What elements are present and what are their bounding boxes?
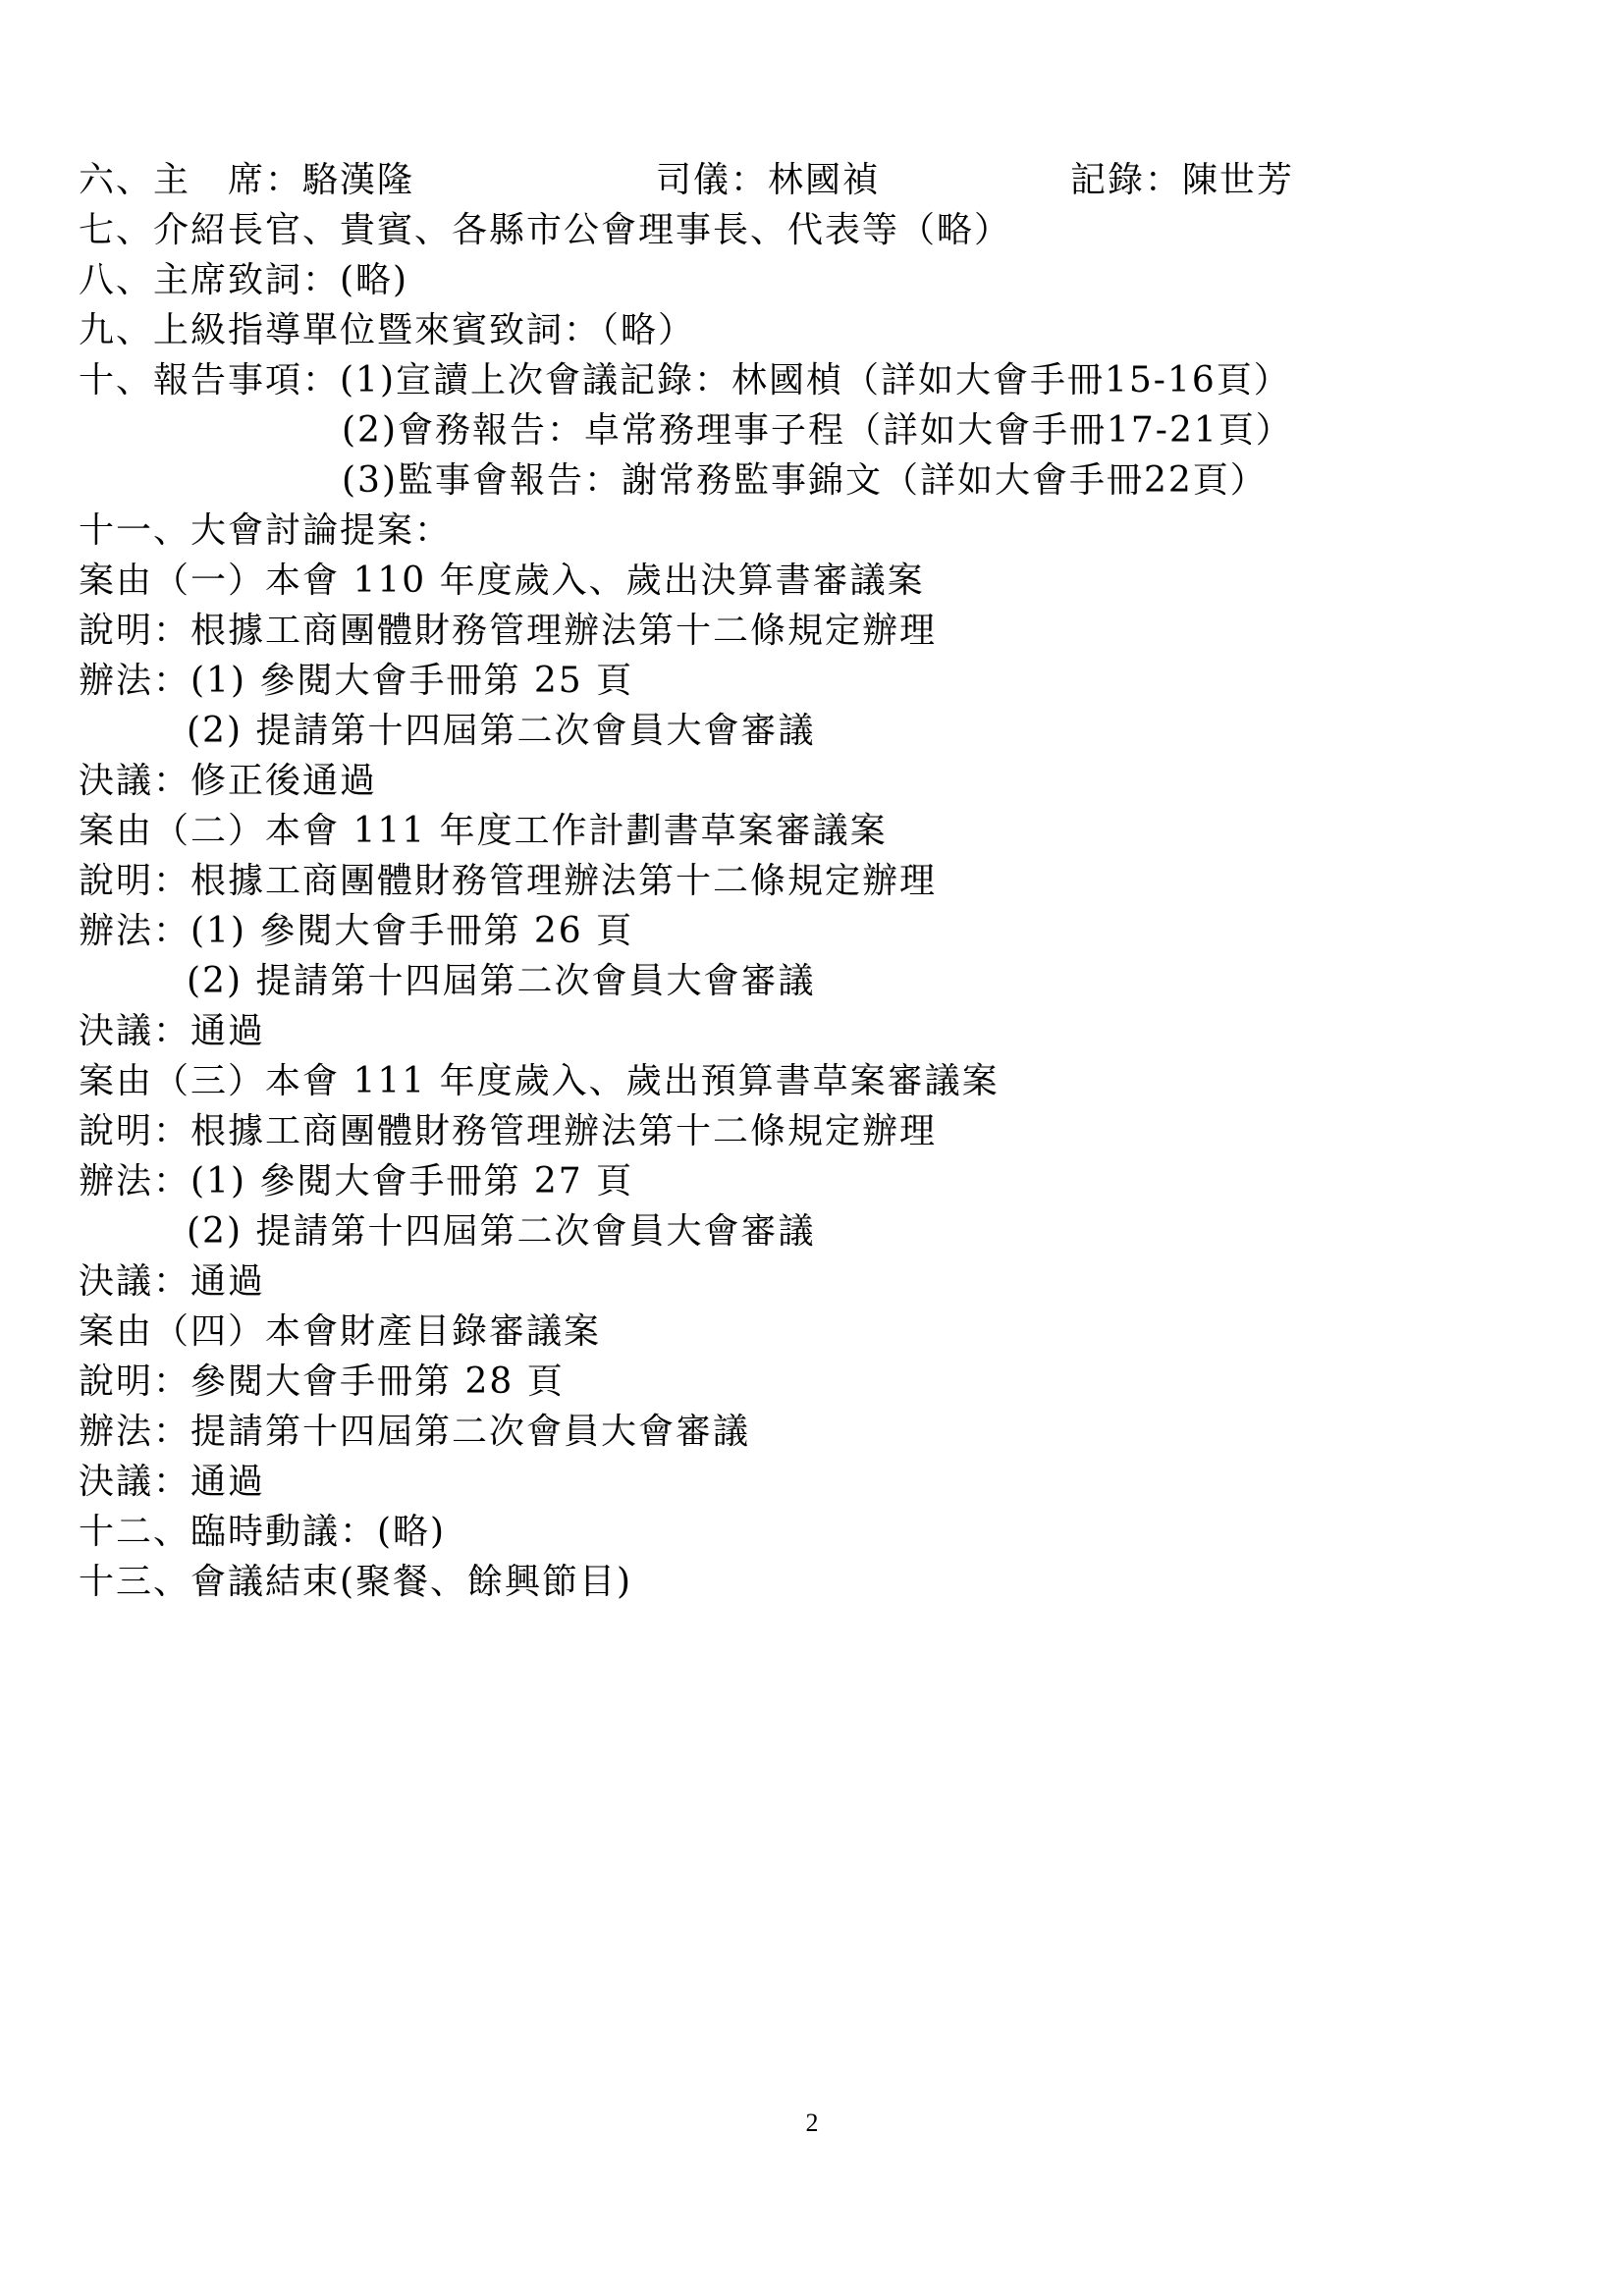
proposal-1-explanation: 說明：根據工商團體財務管理辦法第十二條規定辦理 — [79, 611, 938, 651]
proposal-2-resolution: 決議：通過 — [79, 1011, 266, 1051]
proposal-3-method-2: (2) 提請第十四屆第二次會員大會審議 — [187, 1211, 816, 1252]
proposal-2-subject: 案由（二）本會 111 年度工作計劃書草案審議案 — [79, 811, 888, 851]
proposal-3-resolution: 決議：通過 — [79, 1261, 266, 1302]
proposal-4-resolution: 決議：通過 — [79, 1462, 266, 1502]
report-affairs: (2)會務報告：卓常務理事子程（詳如大會手冊17-21頁） — [342, 410, 1293, 451]
item-meeting-end: 十三、會議結束(聚餐、餘興節目) — [79, 1562, 633, 1602]
item-extempore-motions: 十二、臨時動議：(略) — [79, 1512, 447, 1552]
officials-row — [79, 155, 1532, 205]
proposal-2-method-1: 辦法：(1) 參閱大會手冊第 26 頁 — [79, 911, 634, 951]
proposal-1-method-1: 辦法：(1) 參閱大會手冊第 25 頁 — [79, 661, 634, 701]
chairperson-text: 六、主 席：駱漢隆 — [79, 160, 415, 200]
master-of-ceremonies-text: 司儀：林國禎 — [656, 160, 881, 200]
proposal-2-method-2: (2) 提請第十四屆第二次會員大會審議 — [187, 961, 816, 1001]
item-guest-speech: 九、上級指導單位暨來賓致詞：（略） — [79, 310, 696, 350]
item-introductions: 七、介紹長官、貴賓、各縣市公會理事長、代表等（略） — [79, 210, 1012, 250]
proposal-2-explanation: 說明：根據工商團體財務管理辦法第十二條規定辦理 — [79, 861, 938, 901]
item-chair-speech: 八、主席致詞：(略) — [79, 260, 409, 300]
proposal-4-subject: 案由（四）本會財產目錄審議案 — [79, 1311, 602, 1352]
proposal-1-method-2: (2) 提請第十四屆第二次會員大會審議 — [187, 711, 816, 751]
proposal-3-method-1: 辦法：(1) 參閱大會手冊第 27 頁 — [79, 1161, 634, 1201]
proposal-1-subject: 案由（一）本會 110 年度歲入、歲出決算書審議案 — [79, 561, 925, 601]
proposal-4-explanation: 說明：參閱大會手冊第 28 頁 — [79, 1362, 565, 1402]
item-discussion-heading: 十一、大會討論提案： — [79, 510, 453, 551]
proposal-4-method: 辦法：提請第十四屆第二次會員大會審議 — [79, 1412, 751, 1452]
report-supervisors: (3)監事會報告：謝常務監事錦文（詳如大會手冊22頁） — [342, 460, 1268, 501]
meeting-minutes-body — [79, 155, 1532, 1607]
item-reports: 十、報告事項：(1)宣讀上次會議記錄：林國楨（詳如大會手冊15-16頁） — [79, 360, 1291, 400]
proposal-3-subject: 案由（三）本會 111 年度歲入、歲出預算書草案審議案 — [79, 1061, 1000, 1101]
page-number: 2 — [805, 2109, 819, 2137]
recorder-text: 記錄：陳世芳 — [1070, 160, 1295, 200]
proposal-1-resolution: 決議：修正後通過 — [79, 761, 378, 801]
proposal-3-explanation: 說明：根據工商團體財務管理辦法第十二條規定辦理 — [79, 1111, 938, 1151]
